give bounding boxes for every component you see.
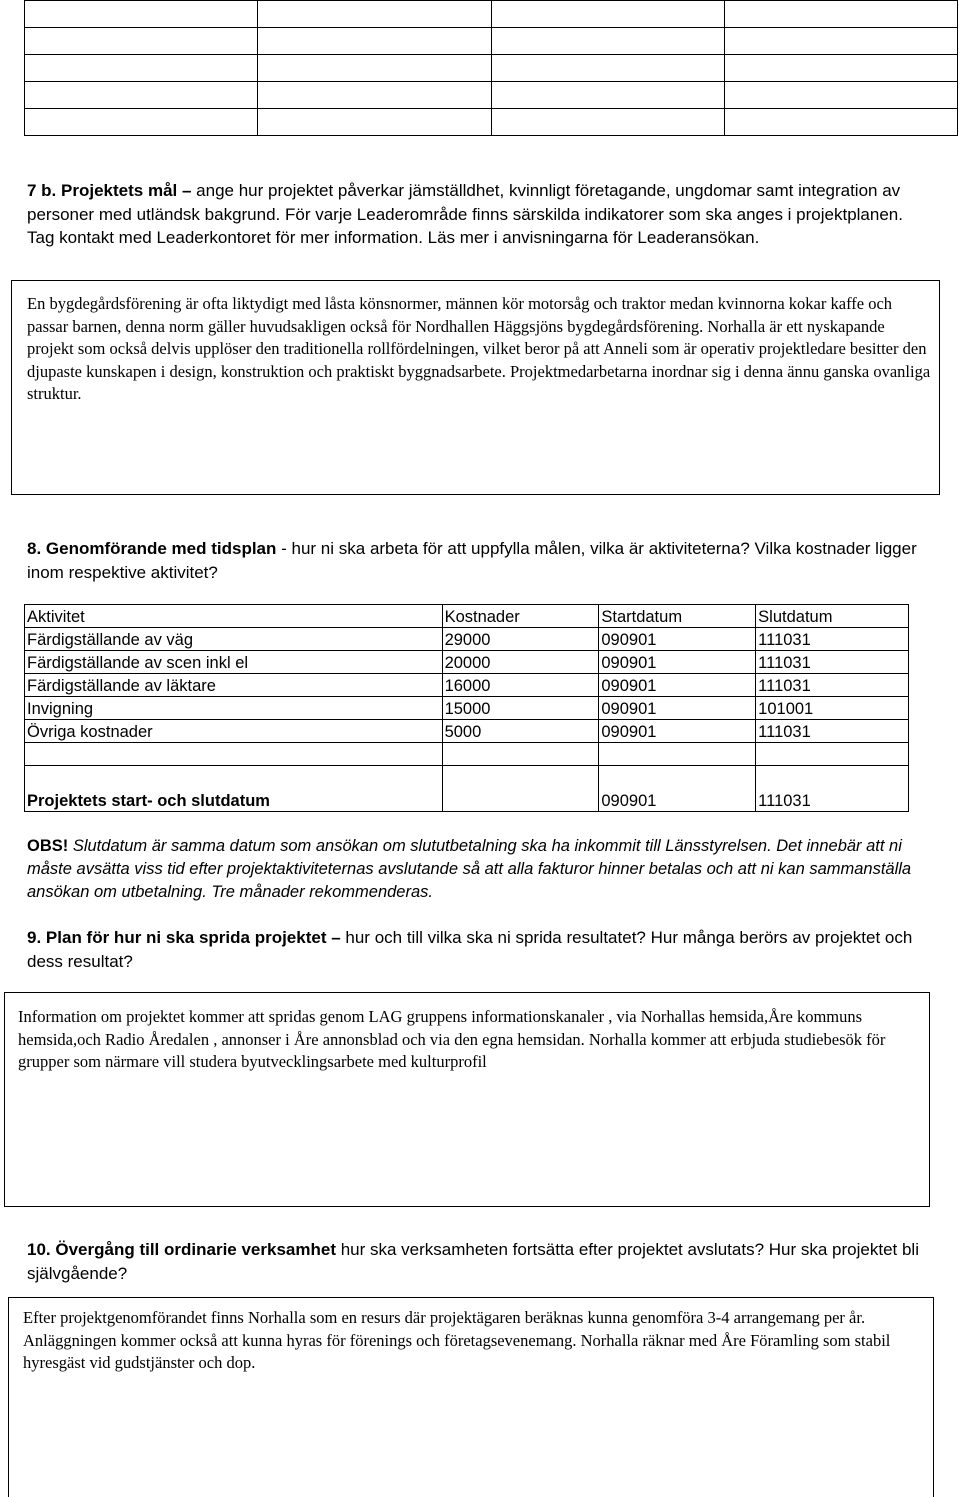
empty-cell[interactable] <box>442 766 599 812</box>
table-row <box>25 651 909 674</box>
header-kostnader: Kostnader <box>442 605 599 628</box>
section-10-answer-box[interactable] <box>8 1297 934 1497</box>
section-9-answer-box[interactable] <box>4 992 930 1207</box>
section-7b-answer-box[interactable] <box>11 280 940 495</box>
start-date-cell[interactable]: 090901 <box>599 651 756 674</box>
empty-table-row <box>25 743 909 766</box>
table-header-row <box>25 605 909 628</box>
cost-cell[interactable]: 5000 <box>442 720 599 743</box>
section-10-title: Övergång till ordinarie verksamhet <box>55 1240 336 1259</box>
cost-cell[interactable]: 16000 <box>442 674 599 697</box>
obs-label: OBS! <box>27 837 69 855</box>
empty-cell <box>258 55 491 82</box>
empty-cell <box>491 109 724 136</box>
empty-cell <box>258 1 491 28</box>
section-8-number: 8. <box>27 539 42 558</box>
section-10-number: 10. <box>27 1240 51 1259</box>
empty-cell <box>25 55 258 82</box>
cost-cell[interactable]: 29000 <box>442 628 599 651</box>
section-10-heading <box>27 1238 927 1285</box>
table-row <box>25 697 909 720</box>
summary-label: Projektets start- och slutdatum <box>25 766 443 812</box>
activity-cell[interactable]: Invigning <box>25 697 443 720</box>
section-8-heading <box>27 537 927 584</box>
cost-cell[interactable]: 20000 <box>442 651 599 674</box>
empty-cell <box>25 1 258 28</box>
table-row <box>25 720 909 743</box>
section-9-number: 9. <box>27 928 42 947</box>
empty-cell <box>724 82 957 109</box>
empty-cell <box>491 55 724 82</box>
empty-cell <box>724 55 957 82</box>
end-date-cell[interactable]: 101001 <box>756 697 909 720</box>
activity-cell[interactable]: Färdigställande av väg <box>25 628 443 651</box>
header-aktivitet: Aktivitet <box>25 605 443 628</box>
start-date-cell[interactable]: 090901 <box>599 628 756 651</box>
cost-cell[interactable]: 15000 <box>442 697 599 720</box>
header-slutdatum: Slutdatum <box>756 605 909 628</box>
section-7b-description: ange hur projektet påverkar jämställdhet, kvinnligt företagande, ungdomar samt integration av personer med utländsk bakgrund. För varje Leaderområde finns särskilda indikatorer som ska anges i projektplanen. Tag kontakt med Leaderkontoret för mer information. Läs mer i anvisningarna för Leaderansökan. <box>27 181 903 247</box>
section-7b-heading <box>27 179 927 250</box>
empty-cell <box>258 109 491 136</box>
end-date-cell[interactable]: 111031 <box>756 651 909 674</box>
empty-cell <box>491 1 724 28</box>
section-9-description: hur och till vilka ska ni sprida resultatet? Hur många berörs av projektet och dess resultat? <box>27 928 913 971</box>
summary-end-date[interactable]: 111031 <box>756 766 909 812</box>
empty-cell[interactable] <box>756 743 909 766</box>
end-date-cell[interactable]: 111031 <box>756 628 909 651</box>
summary-start-date[interactable]: 090901 <box>599 766 756 812</box>
start-date-cell[interactable]: 090901 <box>599 720 756 743</box>
obs-text: Slutdatum är samma datum som ansökan om slututbetalning ska ha inkommit till Länsstyrelsen. Det innebär att ni måste avsätta viss tid efter projektaktiviteternas avslutande så att alla fakturor hinner betalas och att ni kan sammanställa ansökan om utbetalning. Tre månader rekommenderas. <box>27 837 912 901</box>
empty-cell[interactable] <box>442 743 599 766</box>
activity-cell[interactable]: Färdigställande av läktare <box>25 674 443 697</box>
table-row <box>25 674 909 697</box>
activity-table <box>24 604 909 812</box>
section-7b-answer-text: En bygdegårdsförening är ofta liktydigt med låsta könsnormer, männen kör motorsåg och traktor medan kvinnorna kokar kaffe och passar barnen, denna norm gäller huvudsakligen också för Nordhallen Häggsjöns bygdegårdsförening. Norhalla är ett nyskapande projekt som också delvis upplöser den traditionella rollfördelningen, vilket beror på att Anneli som är operativ projektledare besitter den djupaste kunskapen i design, konstruktion och praktiskt byggnadsarbete. Projektmedarbetarna inordnar sig i denna ännu ganska ovanliga struktur. <box>27 294 931 403</box>
empty-cell <box>258 28 491 55</box>
empty-cell <box>25 109 258 136</box>
empty-cell <box>491 82 724 109</box>
end-date-cell[interactable]: 111031 <box>756 674 909 697</box>
empty-cell <box>25 82 258 109</box>
header-startdatum: Startdatum <box>599 605 756 628</box>
activity-cell[interactable]: Övriga kostnader <box>25 720 443 743</box>
empty-cell <box>724 1 957 28</box>
start-date-cell[interactable]: 090901 <box>599 697 756 720</box>
section-9-heading <box>27 926 927 973</box>
section-7b-number: 7 b. <box>27 181 57 200</box>
section-9-answer-text: Information om projektet kommer att spridas genom LAG gruppens informationskanaler , via Norhallas hemsida,Åre kommuns hemsida,och Radio Åredalen , annonser i Åre annonsblad och via den egna hemsidan. Norhalla kommer att erbjuda studiebesök för grupper som närmare vill studera byutvecklingsarbete med kulturprofil <box>18 1007 886 1071</box>
start-date-cell[interactable]: 090901 <box>599 674 756 697</box>
empty-cell <box>724 28 957 55</box>
end-date-cell[interactable]: 111031 <box>756 720 909 743</box>
empty-cell <box>724 109 957 136</box>
table-row <box>25 628 909 651</box>
empty-cell <box>25 28 258 55</box>
empty-cell[interactable] <box>599 743 756 766</box>
obs-note <box>27 835 927 904</box>
section-10-answer-text: Efter projektgenomförandet finns Norhalla som en resurs där projektägaren beräknas kunna genomföra 3-4 arrangemang per år. Anläggningen kommer också att kunna hyras för förenings och företagsevenemang. Norhalla räknar med Åre Föramling som stabil hyresgäst vid gudstjänster och dop. <box>23 1308 891 1372</box>
section-8-title: Genomförande med tidsplan <box>45 539 277 558</box>
activity-cell[interactable]: Färdigställande av scen inkl el <box>25 651 443 674</box>
section-9-title: Plan för hur ni ska sprida projektet – <box>45 928 341 947</box>
summary-row <box>25 766 909 812</box>
empty-cell <box>258 82 491 109</box>
empty-cell[interactable] <box>25 743 443 766</box>
empty-cell <box>491 28 724 55</box>
top-empty-table <box>24 0 958 136</box>
section-8-description: - hur ni ska arbeta för att uppfylla målen, vilka är aktiviteterna? Vilka kostnader ligger inom respektive aktivitet? <box>27 539 917 582</box>
section-10-description: hur ska verksamheten fortsätta efter projektet avslutats? Hur ska projektet bli självgående? <box>27 1240 919 1283</box>
section-7b-title: Projektets mål – <box>61 181 192 200</box>
